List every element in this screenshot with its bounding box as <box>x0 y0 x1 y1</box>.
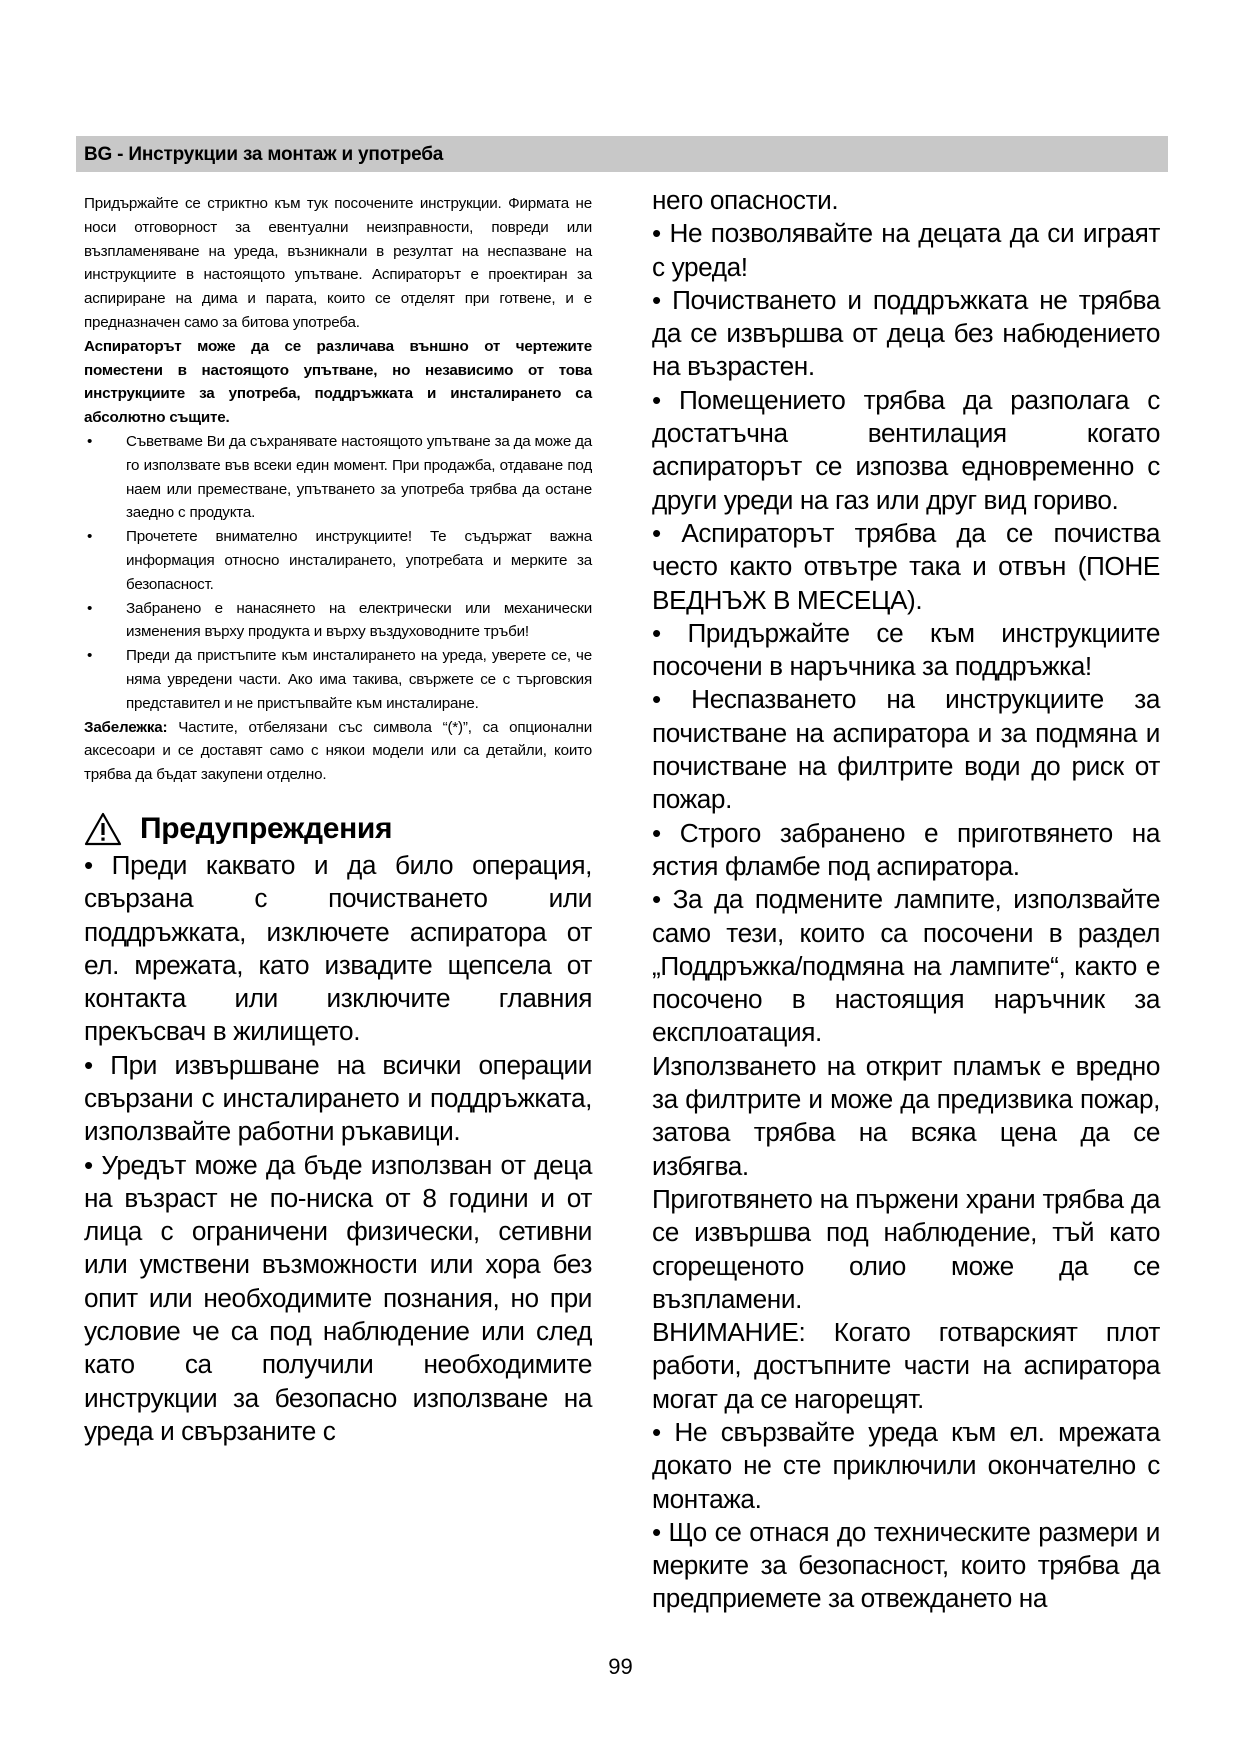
intro-bold-paragraph: Аспираторът може да се различава външно от чертежите поместени в настоящото упътване, но независимо от това инструкциите за употреба, поддръжката и инсталирането са абсолютно същите. <box>84 337 592 427</box>
warning-triangle-icon <box>84 812 122 846</box>
warning-paragraph: Приготвянето на пържени храни трябва да се извършва под наблюдение, тъй като сгорещеното олио може да се възпламени. <box>652 1183 1160 1314</box>
section-header-bar <box>76 136 1168 172</box>
warning-paragraph: • За да подмените лампите, използвайте само тези, които са посочени в раздел „Поддръжка/подмяна на лампите“, както е посочено в настоящия наръчник за експлоатация. <box>652 884 1160 1048</box>
intro-bullet-item <box>84 597 592 645</box>
left-column <box>84 192 592 1448</box>
intro-bullet-text: Преди да пристъпите към инсталирането на уреда, уверете се, че няма увредени части. Ако има такива, свържете се с търговския представител и не пристъпвайте към инсталиране. <box>126 647 592 712</box>
warning-paragraph: • При извършване на всички операции свързани с инсталирането и поддръжката, използвайте работни ръкавици. <box>84 1049 592 1147</box>
warning-paragraph: • Не свързвайте уреда към ел. мрежата докато не сте приключили окончателно с монтажа. <box>652 1416 1160 1514</box>
page-number: 99 <box>608 1654 633 1679</box>
note-label: Забележка: <box>84 718 168 736</box>
bullet-dot-icon: • <box>87 432 93 450</box>
warning-paragraph: • Аспираторът трябва да се почиства често както отвътре така и отвън (ПОНЕ ВЕДНЪЖ В МЕСЕЦА). <box>652 517 1160 615</box>
intro-bullet-text: Забранено е нанасянето на електрически или механически изменения върху продукта и върху въздуховодните тръби! <box>126 599 592 641</box>
warning-paragraph: • Що се отнася до техническите размери и мерките за безопасност, които трябва да предприемете за отвеждането на <box>652 1516 1160 1614</box>
intro-paragraph: Придържайте се стриктно към тук посочените инструкции. Фирмата не носи отговорност за евентуални неизправности, повреди или възпламеняване на уреда, възникнали в резултат на неспазване на инструкциите в настоящото упътване. Аспираторът е проектиран за аспириране на дима и парата, които се отделят при готвене, и е предназначен само за битова употреба. <box>84 195 592 331</box>
warning-paragraph: Използването на открит пламък е вредно за филтрите и може да предизвика пожар, затова трябва на всяка цена да се избягва. <box>652 1050 1160 1181</box>
warnings-title: Предупреждения <box>140 811 393 845</box>
warning-paragraph: • Не позволявайте на децата да си играят с уреда! <box>652 218 1160 282</box>
intro-bullet-item <box>84 525 592 596</box>
warnings-heading <box>84 811 592 847</box>
warning-paragraph: ВНИМАНИЕ: Когато готварският плот работи, достъпните части на аспиратора могат да се нагорещят. <box>652 1317 1160 1414</box>
intro-bullet-text: Прочетете внимателно инструкциите! Те съдържат важна информация относно инсталирането, употребата и мерките за безопасност. <box>126 528 592 593</box>
section-header-title: BG - Инструкции за монтаж и употреба <box>84 144 444 165</box>
bullet-dot-icon: • <box>87 528 93 546</box>
warning-paragraph: него опасности. <box>652 185 839 215</box>
warning-paragraph: • Придържайте се към инструкциите посочени в наръчника за поддръжка! <box>652 617 1160 682</box>
intro-bullet-list <box>84 430 592 716</box>
intro-bullet-item <box>84 430 592 525</box>
warning-paragraph: • Преди каквато и да било операция, свързана с почистването или поддръжката, изключете аспиратора от ел. мрежата, като извадите щепсела от контакта или изключите главния прекъсвач в жилището. <box>84 849 592 1047</box>
warning-paragraph: • Уредът може да бъде използван от деца на възраст не по-ниска от 8 години и от лица с ограничени физически, сетивни или умствени възможности или хора без опит или необходимите познания, но при условие че са под наблюдение или след като са получили необходимите инструкции за безопасно използване на уреда и свързаните с <box>84 1149 592 1446</box>
warning-paragraph: • Почистването и поддръжката не трябва да се извършва от деца без набюдението на възрастен. <box>652 284 1160 382</box>
note-paragraph <box>84 716 592 787</box>
bullet-dot-icon: • <box>87 647 93 665</box>
warning-paragraph: • Строго забранено е приготвянето на ястия фламбе под аспиратора. <box>652 817 1160 881</box>
right-column <box>652 184 1160 1616</box>
bullet-dot-icon: • <box>87 599 93 617</box>
warning-paragraph: • Неспазването на инструкциите за почистване на аспиратора и за подмяна и почистване на филтрите води до риск от пожар. <box>652 684 1160 815</box>
intro-bullet-item <box>84 644 592 715</box>
intro-bullet-text: Съветваме Ви да съхранявате настоящото упътване за да може да го използвате във всеки един момент. При продажба, отдаване под наем или преместване, упътването за употреба трябва да остане заедно с продукта. <box>126 432 592 522</box>
warning-paragraph: • Помещението трябва да разполага с достатъчна вентилация когато аспираторът се изпозва едновременно с други уреди на газ или друг вид гориво. <box>652 384 1160 515</box>
note-text: Частите, отбелязани със символа “(*)”, са опционални аксесоари и се доставят само с някои модели или са детайли, които трябва да бъдат закупени отделно. <box>84 718 592 784</box>
